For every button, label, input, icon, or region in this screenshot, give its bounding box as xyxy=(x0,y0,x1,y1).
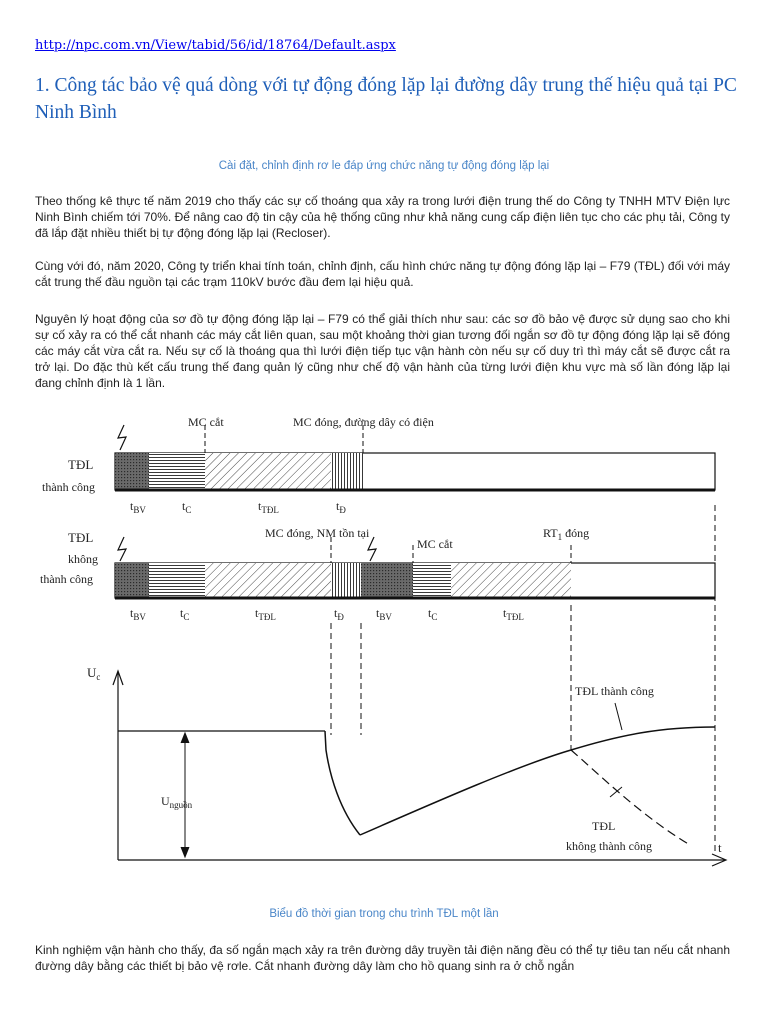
svg-text:tBV: $t_{BV}$ xyxy=(376,606,392,622)
paragraph-4: Kinh nghiệm vận hành cho thấy, đa số ngắn mạch xảy ra trên đường dây truyền tải điện năng đều có thể tự tiêu tan nếu cắt nhanh đường dây bằng các thiết bị bảo vệ rơle. Cắt nhanh đường dây làm cho hồ quang sinh ra ở chỗ ngắn xyxy=(35,943,730,973)
svg-text:tTĐL: $t_{TĐL}$ xyxy=(255,606,276,622)
curve-fail-label-1: TĐL xyxy=(592,819,616,833)
article-heading: 1. Công tác bảo vệ quá dòng với tự động đóng lặp lại đường dây trung thế hiệu quả tại PC Ninh Bình xyxy=(35,75,737,123)
tick-tbv: $t_{BV}$ xyxy=(130,499,146,515)
annotation-mc-close-energized: MC đóng, đường dây có điện xyxy=(293,415,434,429)
svg-text:tTĐL: $t_{TĐL}$ xyxy=(503,606,524,622)
row-failure xyxy=(40,526,715,622)
curve-fail-label-2: không thành công xyxy=(566,839,652,853)
curve-success-label: TĐL thành công xyxy=(575,684,654,698)
unguon-label: $U_{nguồn}$ xyxy=(161,794,193,810)
source-link[interactable]: http://npc.com.vn/View/tabid/56/id/18764/Default.aspx xyxy=(35,38,396,53)
row2-label-2: không xyxy=(68,552,98,566)
tick-ttdl: $t_{TĐL}$ xyxy=(258,499,279,515)
image-caption-bottom: Biểu đồ thời gian trong chu trình TĐL một lần xyxy=(269,908,499,920)
segment-td xyxy=(331,453,363,490)
curve-success-line xyxy=(360,727,715,835)
annotation-mc-cut-2: MC cắt xyxy=(417,537,453,551)
recloser-timing-diagram xyxy=(40,405,730,905)
row1-label-2: thành công xyxy=(42,480,95,494)
t-axis-label: t xyxy=(718,840,722,855)
row1-label-1: TĐL xyxy=(68,457,94,472)
row2-label-1: TĐL xyxy=(68,530,94,545)
image-caption-top: Cài đặt, chỉnh định rơ le đáp ứng chức năng tự động đóng lặp lại xyxy=(218,160,550,172)
annotation-mc-close-fault: MC đóng, NM tồn tại xyxy=(265,526,370,540)
row-success xyxy=(42,415,715,515)
fault-bolt-icon xyxy=(118,425,126,450)
annotation-rt-close: $RT_1$ đóng xyxy=(543,526,590,542)
annotation-mc-cut: MC cắt xyxy=(188,415,224,429)
voltage-graph xyxy=(87,665,726,866)
svg-text:tBV: $t_{BV}$ xyxy=(130,606,146,622)
segment-tbv xyxy=(115,453,149,490)
svg-text:tC: $t_C$ xyxy=(180,606,190,622)
segment-tc xyxy=(149,453,205,490)
row2-label-3: thành công xyxy=(40,572,93,586)
tick-tc: $t_C$ xyxy=(182,499,192,515)
paragraph-1: Theo thống kê thực tế năm 2019 cho thấy các sự cố thoáng qua xảy ra trong lưới điện trung thế do Công ty TNHH MTV Điện lực Ninh Bình chiếm tới 70%. Để nâng cao độ tin cậy của hệ thống cũng như khả năng cung cấp điện liên tục cho các phụ tải, Công ty đã lắp đặt nhiều thiết bị tự động đóng lặp lại (Recloser). xyxy=(35,194,730,240)
svg-text:tC: $t_C$ xyxy=(428,606,438,622)
paragraph-2: Cùng với đó, năm 2020, Công ty triển khai tính toán, chỉnh định, cấu hình chức năng tự động đóng lặp lại – F79 (TĐL) đối với máy cắt trung thế đầu nguồn tại các trạm 110kV bước đầu đem lại hiệu quả. xyxy=(35,259,730,289)
svg-text:tĐ: $t_Đ$ xyxy=(334,606,344,622)
paragraph-3: Nguyên lý hoạt động của sơ đồ tự động đóng lặp lại – F79 có thể giải thích như sau: các sơ đồ bảo vệ được sử dụng sao cho khi sự cố xảy ra có thể cắt nhanh các máy cắt liên quan, sau một khoảng thời gian tương đối ngắn sơ đồ tự động đóng lặp lại sẽ đóng các máy cắt vừa cắt ra. Nếu sự cố là thoáng qua thì lưới điện tiếp tục vận hành còn nếu sự cố duy trì thì máy cắt sẽ được cắt ra trở lại. Do đặc thù kết cấu trung thế đang quản lý cũng như chế độ vận hành của từng lưới điện khu vực mà số lần đóng lặp lại đang chỉnh định là 1 lần. xyxy=(35,312,730,390)
curve-fail-line xyxy=(571,750,690,845)
tick-td: $t_Đ$ xyxy=(336,499,346,515)
segment-ttdl xyxy=(205,453,331,490)
uc-axis-label: $U_c$ xyxy=(87,665,101,682)
